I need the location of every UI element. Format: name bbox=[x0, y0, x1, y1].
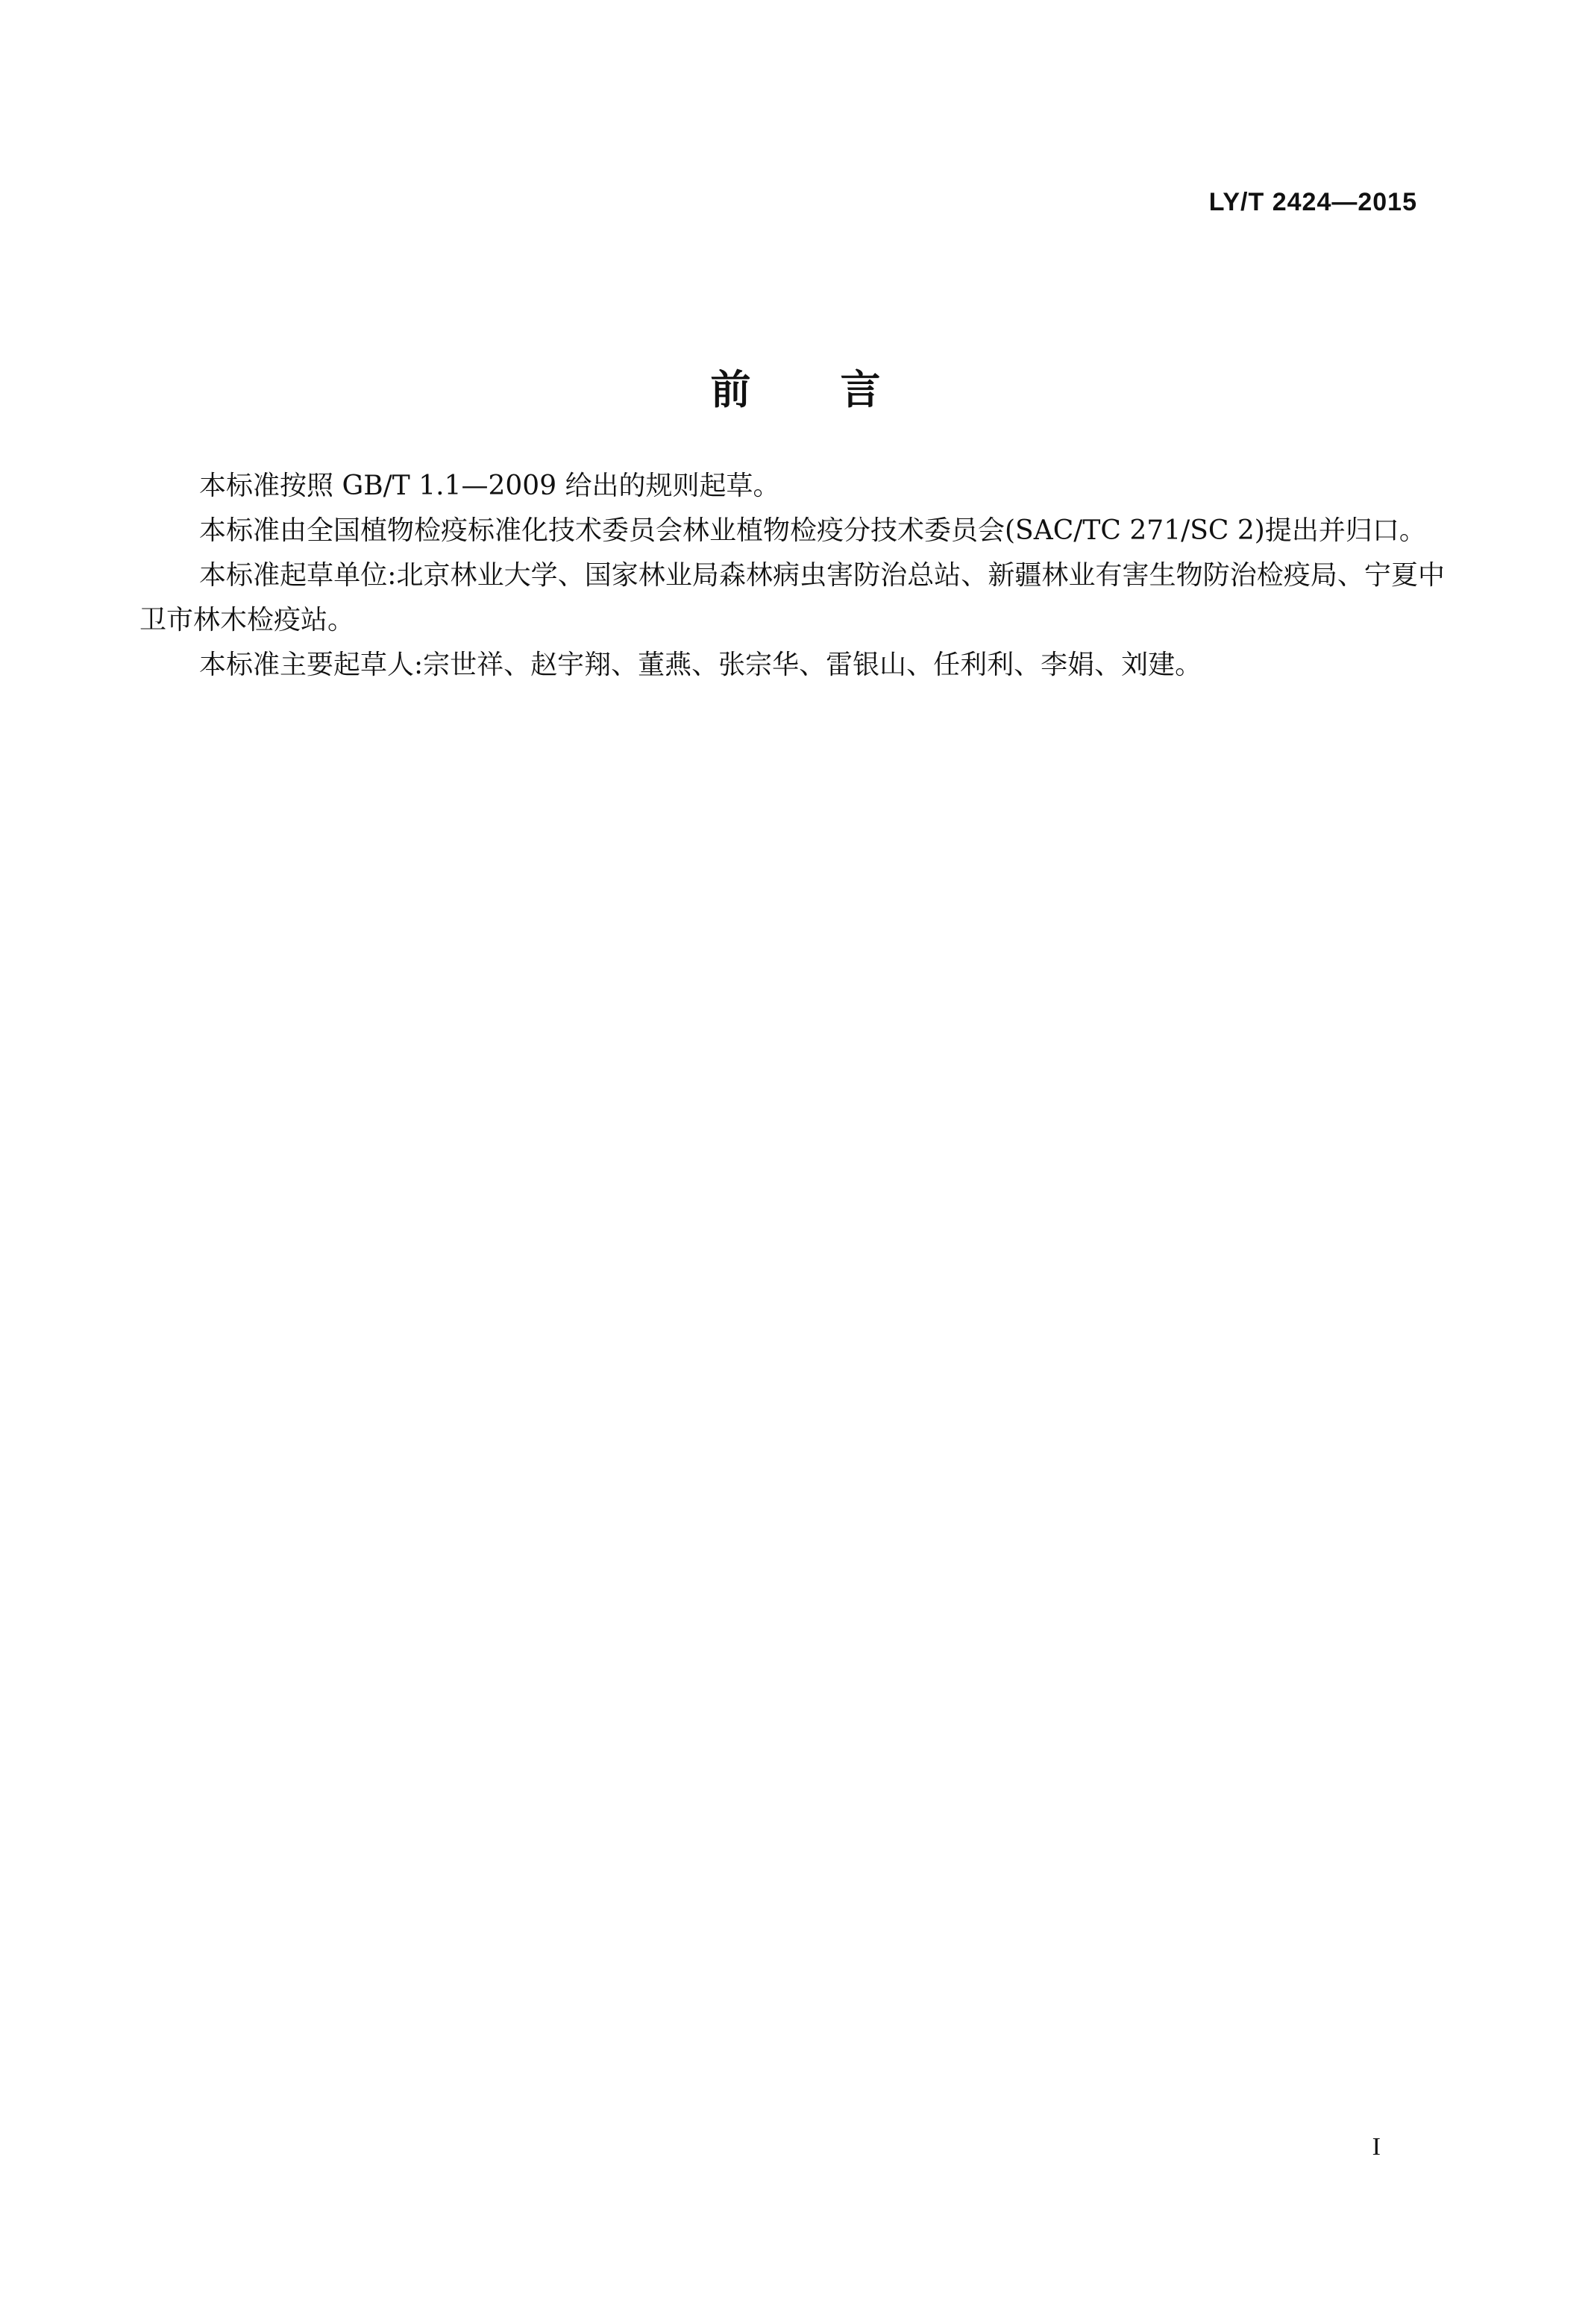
paragraph-drafters: 本标准主要起草人:宗世祥、赵宇翔、董燕、张宗华、雷银山、任利利、李娟、刘建。 bbox=[199, 650, 1202, 680]
standard-code: LY/T 2424—2015 bbox=[1208, 188, 1417, 216]
page-title: 前言 bbox=[710, 366, 970, 414]
paragraph-drafting-units: 本标准起草单位:北京林业大学、国家林业局森林病虫害防治总站、新疆林业有害生物防治检疫局、宁夏中卫市林木检疫站。 bbox=[139, 560, 1445, 635]
paragraph-proposer: 本标准由全国植物检疫标准化技术委员会林业植物检疫分技术委员会(SAC/TC 271/SC 2)提出并归口。 bbox=[199, 515, 1426, 546]
foreword-body bbox=[139, 464, 1445, 688]
page-number: I bbox=[1372, 2133, 1381, 2161]
paragraph-drafting-rules: 本标准按照 GB/T 1.1—2009 给出的规则起草。 bbox=[199, 471, 780, 501]
